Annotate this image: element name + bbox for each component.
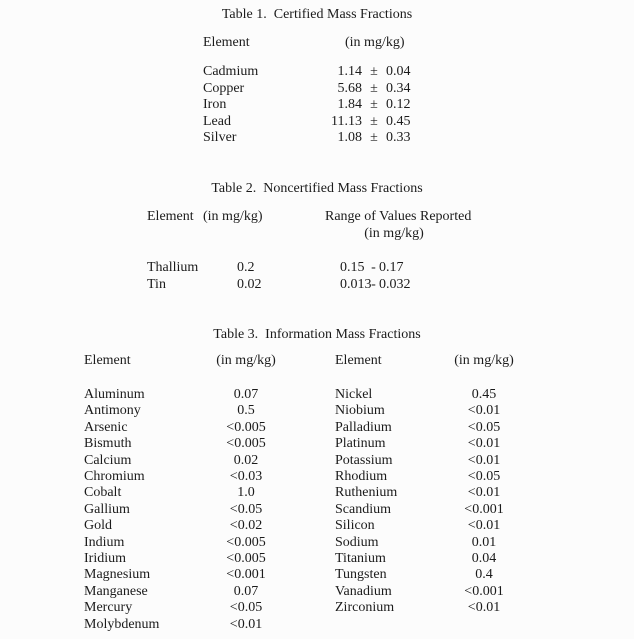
table-row (84, 567, 296, 583)
element-name: Calcium (84, 452, 132, 468)
table2-body (147, 259, 431, 293)
element-name: Niobium (335, 403, 385, 419)
table1-title: Table 1. Certified Mass Fractions (221, 7, 413, 22)
element-name: Potassium (335, 452, 393, 468)
table-row (84, 600, 296, 616)
table-row (84, 584, 296, 600)
information-value: <0.03 (229, 469, 263, 485)
uncertainty-value: 0.12 (386, 97, 411, 113)
element-name: Iron (203, 97, 227, 113)
uncertainty-value: 0.45 (386, 113, 411, 129)
element-name: Rhodium (335, 469, 388, 485)
information-value: <0.01 (467, 600, 501, 616)
range-high-value: 0.17 (379, 260, 404, 275)
information-value: <0.01 (467, 403, 501, 419)
information-value: <0.005 (226, 419, 266, 435)
table-row (84, 420, 296, 436)
element-name: Tin (147, 277, 166, 292)
table1-units-column-header: (in mg/kg) (345, 35, 405, 50)
table-row (335, 403, 534, 419)
table-row (335, 387, 534, 403)
information-value: <0.02 (229, 518, 263, 534)
element-name: Chromium (84, 469, 145, 485)
information-value: 0.45 (471, 387, 497, 402)
table-row (84, 518, 296, 534)
table-row (147, 276, 431, 293)
table-row (84, 453, 296, 469)
certified-value: 11.13 (331, 113, 362, 129)
element-name: Iridium (84, 551, 126, 567)
table-row (84, 617, 296, 633)
certified-value: 1.84 (337, 97, 362, 113)
element-name: Indium (84, 534, 125, 550)
element-name: Antimony (84, 403, 141, 419)
element-name: Sodium (335, 534, 379, 550)
table-row (84, 502, 296, 518)
table-row (335, 567, 534, 583)
information-value: <0.005 (226, 436, 266, 452)
table-row (335, 453, 534, 469)
table3-right-units-column-header: (in mg/kg) (454, 353, 514, 368)
plus-minus-sign: ± (370, 64, 378, 79)
information-value: 0.04 (471, 551, 497, 567)
information-value: <0.01 (467, 485, 501, 501)
range-dash: - (371, 260, 376, 275)
information-value: <0.01 (467, 452, 501, 468)
table3-left-body (84, 387, 296, 633)
information-value: <0.005 (226, 534, 266, 550)
element-name: Zirconium (335, 600, 395, 616)
element-name: Palladium (335, 419, 392, 435)
information-value: <0.001 (464, 501, 504, 517)
information-value: <0.005 (226, 551, 266, 567)
table1-element-column-header: Element (203, 35, 250, 50)
information-value: 1.0 (237, 485, 255, 501)
information-value: <0.01 (229, 616, 263, 632)
element-name: Silver (203, 130, 237, 146)
element-name: Scandium (335, 501, 391, 517)
element-name: Gallium (84, 501, 130, 517)
table-row (203, 64, 430, 81)
table2-title: Table 2. Noncertified Mass Fractions (211, 181, 423, 196)
range-high-value: 0.032 (379, 277, 411, 292)
element-name: Cadmium (203, 64, 259, 79)
element-name: Arsenic (84, 419, 128, 435)
table-row (335, 551, 534, 567)
element-name: Cobalt (84, 485, 122, 501)
information-value: 0.4 (475, 567, 493, 583)
information-value: <0.05 (229, 600, 263, 616)
table3-left-units-column-header: (in mg/kg) (216, 353, 276, 368)
information-value: <0.001 (226, 567, 266, 583)
information-value: 0.07 (233, 583, 259, 599)
table-row (335, 420, 534, 436)
table-row (84, 403, 296, 419)
table-row (84, 485, 296, 501)
table-row (84, 535, 296, 551)
information-value: <0.01 (467, 436, 501, 452)
table-row (335, 436, 534, 452)
element-name: Bismuth (84, 436, 132, 452)
table-row (335, 469, 534, 485)
element-name: Copper (203, 80, 245, 96)
table-row (335, 502, 534, 518)
uncertainty-value: 0.34 (386, 80, 411, 96)
element-name: Aluminum (84, 387, 145, 402)
table-row (84, 469, 296, 485)
information-value: <0.05 (467, 419, 501, 435)
element-name: Gold (84, 518, 112, 534)
plus-minus-sign: ± (370, 97, 378, 113)
certified-value: 5.68 (337, 80, 362, 96)
range-low-value: 0.15 (340, 260, 365, 275)
element-name: Lead (203, 113, 231, 129)
uncertainty-value: 0.04 (386, 64, 411, 79)
table2-range-column-header: Range of Values Reported (325, 209, 472, 224)
information-value: 0.5 (237, 403, 255, 419)
element-name: Magnesium (84, 567, 151, 583)
information-value: 0.02 (233, 452, 259, 468)
information-value: 0.07 (233, 387, 259, 402)
element-name: Titanium (335, 551, 386, 567)
element-name: Platinum (335, 436, 386, 452)
noncertified-value: 0.02 (237, 277, 262, 292)
table3-left-element-column-header: Element (84, 353, 131, 368)
information-value: <0.001 (464, 583, 504, 599)
range-low-value: 0.013 (340, 277, 372, 292)
table-row (84, 436, 296, 452)
element-name: Tungsten (335, 567, 387, 583)
certified-value: 1.08 (337, 130, 362, 146)
information-value: <0.05 (229, 501, 263, 517)
table-row (84, 551, 296, 567)
uncertainty-value: 0.33 (386, 130, 411, 146)
element-name: Vanadium (335, 583, 392, 599)
table3-right-body (335, 387, 534, 617)
table-row (203, 81, 430, 98)
element-name: Mercury (84, 600, 133, 616)
information-value: <0.01 (467, 518, 501, 534)
element-name: Silicon (335, 518, 375, 534)
table3-title: Table 3. Information Mass Fractions (213, 327, 421, 342)
element-name: Ruthenium (335, 485, 398, 501)
noncertified-value: 0.2 (237, 260, 255, 275)
table-row (203, 97, 430, 114)
table-row (335, 518, 534, 534)
element-name: Thallium (147, 260, 199, 275)
plus-minus-sign: ± (370, 80, 378, 96)
table-row (203, 114, 430, 131)
information-value: <0.05 (467, 469, 501, 485)
element-name: Manganese (84, 583, 148, 599)
table-row (335, 584, 534, 600)
table-row (335, 535, 534, 551)
plus-minus-sign: ± (370, 113, 378, 129)
certified-value: 1.14 (337, 64, 362, 79)
plus-minus-sign: ± (370, 130, 378, 146)
table2-units-column-header: (in mg/kg) (203, 209, 263, 224)
element-name: Nickel (335, 387, 373, 402)
table-row (203, 130, 430, 147)
table-row (335, 600, 534, 616)
table2-range-units-header: (in mg/kg) (364, 226, 424, 241)
element-name: Molybdenum (84, 616, 160, 632)
table-row (335, 485, 534, 501)
range-dash: - (371, 277, 376, 292)
table-row (147, 259, 431, 276)
table1-body (203, 64, 430, 147)
table3-right-element-column-header: Element (335, 353, 382, 368)
table-row (84, 387, 296, 403)
table2-element-column-header: Element (147, 209, 194, 224)
information-value: 0.01 (471, 534, 497, 550)
